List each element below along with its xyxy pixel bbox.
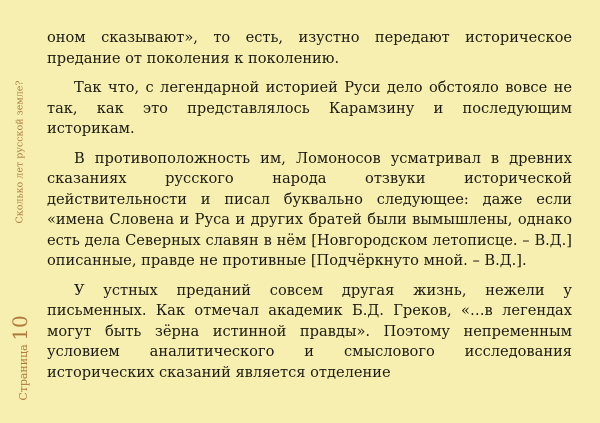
page-label: Страница [17, 344, 30, 401]
paragraph-karamzin: Так что, с легендарной историей Руси дело обстояло вовсе не так, как это представлялось Карамзину и последующим историкам. [47, 79, 572, 137]
page-number-label [8, 315, 32, 400]
paragraph-continued: оном сказывают», то есть, изустно передают историческое предание от поколения к поколению. [47, 29, 572, 67]
paragraph-lomonosov: В противоположность им, Ломоносов усматривал в древних сказаниях русского народа отзвуки исторической действительности и писал буквально следующее: даже если «имена Словена и Руса и других братей были вымышлены, однако есть дела Северных славян в нём [Новгородском летописце. – В.Д.] описанные, правде не противные [Подчёркнуто мной. – В.Д.]. [47, 149, 572, 269]
book-title: Сколько лет русской земле? [14, 80, 26, 224]
paragraph-oral-traditions: У устных преданий совсем другая жизнь, нежели у письменных. Как отмечал академик Б.Д. Греков, «…в легендах могут быть зёрна истинной правды». Поэтому непременным условием аналитического и смыслового исследования исторических сказаний является отделение [47, 281, 572, 381]
page-body [47, 28, 572, 383]
page-number: 10 [8, 315, 32, 341]
page-sidebar [0, 0, 40, 423]
